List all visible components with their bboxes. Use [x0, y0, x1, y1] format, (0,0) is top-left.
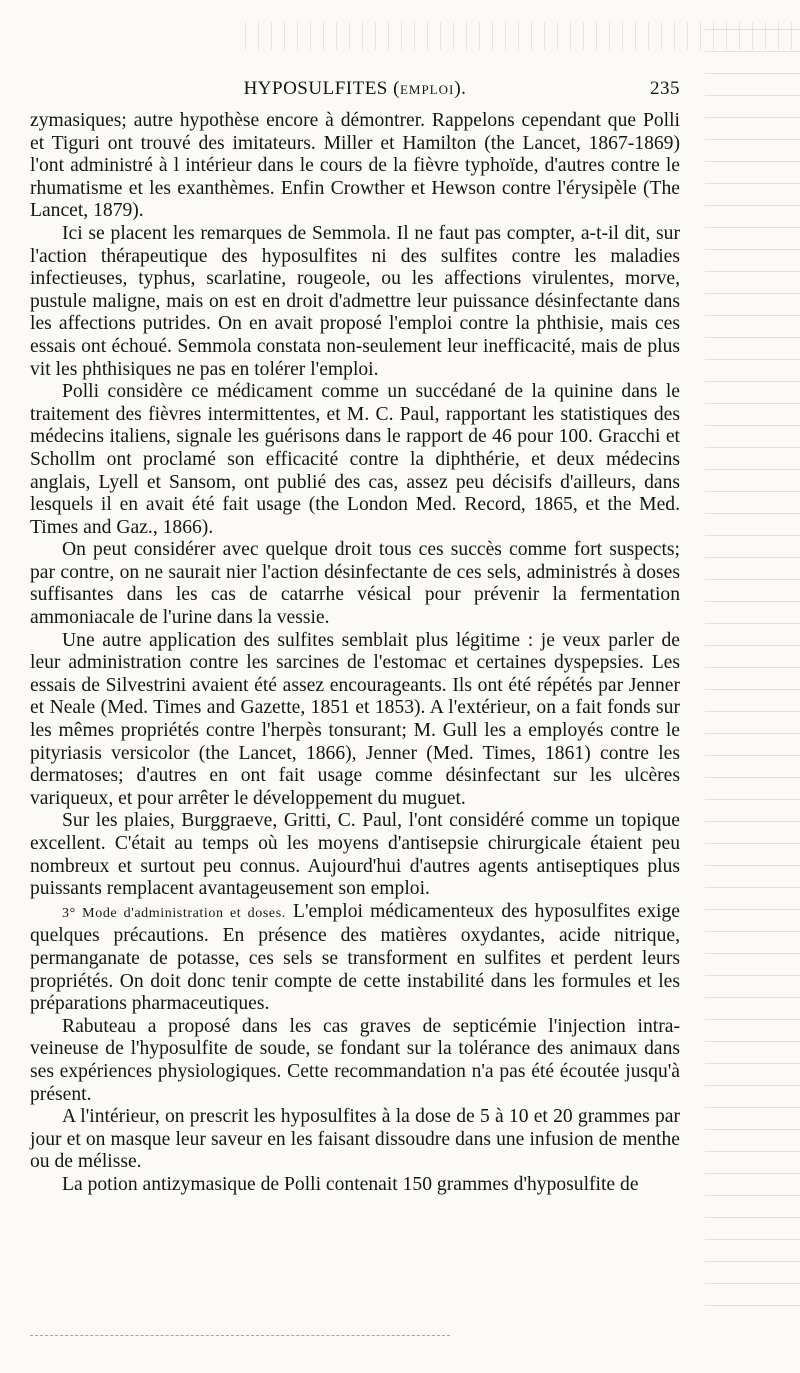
body-text	[30, 110, 680, 1197]
paragraph: zymasiques; autre hypothèse encore à démontrer. Rappelons cependant que Polli et Tiguri ont trouvé des imitateurs. Miller et Hamilton (the Lancet, 1867-1869) l'ont administré à l intérieur dans le cours de la fièvre typhoïde, d'autres contre le rhumatisme et les exanthèmes. Enfin Crowther et Hewson contre l'érysipèle (The Lancet, 1879).	[30, 110, 680, 222]
running-title: HYPOSULFITES (EMPLOI).	[243, 78, 467, 99]
paragraph: Une autre application des sulfites semblait plus légitime : je veux parler de leur administration contre les sarcines de l'estomac et certaines dyspepsies. Les essais de Silvestrini avaient été assez encourageants. Ils ont été répétés par Jenner et Neale (Med. Times and Gazette, 1851 et 1853). A l'extérieur, on a fait fonds sur les mêmes propriétés contre l'herpès tonsurant; M. Gull les a employés contre le pityriasis versicolor (the Lancet, 1866), Jenner (Med. Times, 1861) contre les dermatoses; d'autres en ont fait usage comme désinfectant sur les ulcères variqueux, et pour arrêter le développement du muguet.	[30, 629, 680, 809]
section-heading: 3° Mode d'administration et doses.	[62, 905, 286, 921]
running-title-small: EMPLOI	[399, 82, 455, 97]
paragraph: Polli considère ce médicament comme un succédané de la quinine dans le traitement des fièvres intermittentes, et M. C. Paul, rapportant les statistiques des médecins italiens, signale les guérisons dans le rapport de 46 pour 100. Gracchi et Schollm ont proclamé son efficacité contre la diphthérie, et deux médecins anglais, Lyell et Sansom, ont publié des cas, assez peu décisifs d'ailleurs, dans lesquels il en avait été fait usage (the London Med. Record, 1865, et the Med. Times and Gaz., 1866).	[30, 381, 680, 538]
page-header	[30, 76, 680, 106]
section-text: L'emploi médicamenteux des hyposulfites exige quelques précautions. En présence des matières oxydantes, acide nitrique, permanganate de potasse, ces sels se transforment en sulfites et perdent leurs propriétés. On doit donc tenir compte de cette instabilité dans les formules et les préparations pharmaceutiques.	[30, 900, 680, 1015]
paragraph: La potion antizymasique de Polli contenait 150 grammes d'hyposulfite de	[62, 1173, 639, 1195]
paragraph: On peut considérer avec quelque droit tous ces succès comme fort suspects; par contre, on ne saurait nier l'action désinfectante de ces sels, administrés à doses suffisantes dans les cas de catarrhe vésical pour prévenir la fermentation ammoniacale de l'urine dans la vessie.	[30, 539, 680, 629]
paragraph: Ici se placent les remarques de Semmola. Il ne faut pas compter, a-t-il dit, sur l'action thérapeutique des hyposulfites ni des sulfites contre les maladies infectieuses, typhus, scarlatine, rougeole, ou les affections virulentes, morve, pustule maligne, mais on est en droit d'admettre leur puissance désinfectante dans les affections putrides. On en avait proposé l'emploi contre la phthisie, mais ces essais ont échoué. Semmola constata non-seulement leur inefficacité, mais de plus vit les phthisiques ne pas en tolérer l'emploi.	[30, 222, 680, 380]
scan-noise-right-edge	[705, 20, 800, 1320]
paragraph: Rabuteau a proposé dans les cas graves de septicémie l'injection intra-veineuse de l'hyposulfite de soude, se fondant sur la tolérance des animaux dans ses expériences physiologiques. Cette recommandation n'a pas été écoutée jusqu'à présent.	[30, 1015, 680, 1105]
paragraph: Sur les plaies, Burggraeve, Gritti, C. Paul, l'ont considéré comme un topique excellent. C'était au temps où les moyens d'antisepsie chirurgicale étaient peu nombreux et surtout peu connus. Aujourd'hui d'autres agents antiseptiques plus puissants remplacent avantageusement son emploi.	[30, 810, 680, 900]
section-paragraph	[30, 901, 680, 1016]
paragraph: A l'intérieur, on prescrit les hyposulfites à la dose de 5 à 10 et 20 grammes par jour et on masque leur saveur en les faisant dissoudre dans une infusion de menthe ou de mélisse.	[30, 1106, 680, 1173]
page-number: 235	[650, 78, 680, 99]
scan-noise-bottom	[30, 1335, 450, 1337]
